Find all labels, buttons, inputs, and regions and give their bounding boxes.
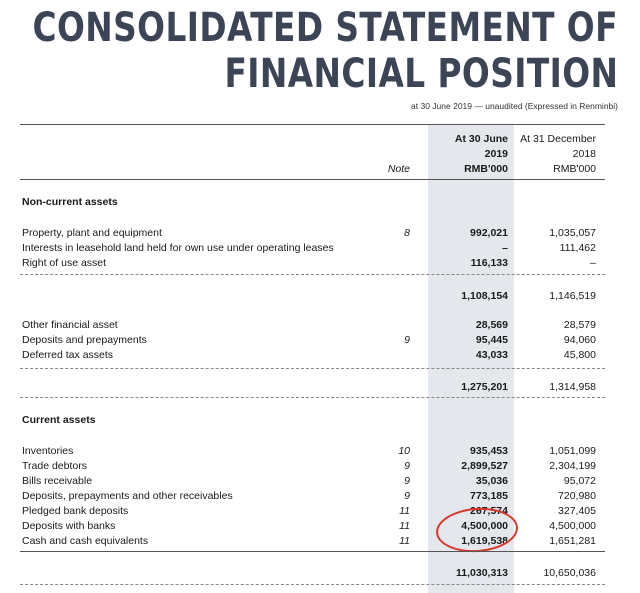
table-row — [0, 333, 640, 347]
subtotal-row — [0, 380, 640, 394]
header-col2-line3: RMB'000 — [553, 163, 596, 175]
row-value-2019: 35,036 — [475, 475, 508, 487]
total-value-2019: 11,030,313 — [456, 567, 508, 579]
row-note: 8 — [404, 227, 410, 239]
row-value-2018: – — [590, 257, 596, 269]
header-bottom-rule — [20, 179, 605, 180]
table-row — [0, 459, 640, 473]
subtotal-rule — [20, 368, 605, 369]
table-row — [0, 226, 640, 240]
total-rule — [20, 551, 605, 552]
row-label: Property, plant and equipment — [22, 227, 162, 239]
header-col2 — [505, 132, 596, 177]
row-note: 10 — [398, 445, 410, 457]
row-note: 11 — [399, 520, 410, 532]
table-row — [0, 256, 640, 270]
total-value-2018: 10,650,036 — [543, 567, 596, 579]
table-row — [0, 318, 640, 332]
row-label: Deposits, prepayments and other receivables — [22, 490, 233, 502]
subtotal-value-2019: 1,108,154 — [461, 290, 508, 302]
row-value-2019: 43,033 — [475, 349, 508, 361]
table-row — [0, 489, 640, 503]
row-value-2019: 4,500,000 — [461, 520, 508, 532]
subtotal-value-2018: 1,146,519 — [549, 290, 596, 302]
table-row — [0, 519, 640, 533]
row-label: Deposits with banks — [22, 520, 116, 532]
table-row — [0, 241, 640, 255]
row-value-2018: 1,035,057 — [549, 227, 596, 239]
row-note: 11 — [399, 505, 410, 517]
header-col1 — [420, 132, 508, 177]
row-value-2018: 720,980 — [558, 490, 596, 502]
header-col1-line3: RMB'000 — [464, 163, 508, 175]
subtotal-rule — [20, 274, 605, 275]
header-col2-line2: 2018 — [572, 148, 596, 160]
row-label: Interests in leasehold land held for own use under operating leases — [22, 242, 334, 254]
row-value-2019: – — [502, 242, 508, 254]
header-top-rule — [20, 124, 605, 125]
bottom-divider — [20, 584, 605, 585]
table-row — [0, 474, 640, 488]
section-noncurrent-assets: Non-current assets — [22, 196, 118, 208]
section-current-assets: Current assets — [22, 414, 96, 426]
subtotal-row — [0, 289, 640, 303]
subtotal-value-2018: 1,314,958 — [549, 381, 596, 393]
row-value-2018: 95,072 — [563, 475, 596, 487]
row-value-2019: 1,619,538 — [461, 535, 508, 547]
table-row — [0, 444, 640, 458]
page-subtitle: at 30 June 2019 — unaudited (Expressed in Renminbi) — [411, 101, 618, 111]
header-col1-line1: At 30 June — [454, 133, 508, 145]
table-row — [0, 348, 640, 362]
row-label: Pledged bank deposits — [22, 505, 129, 517]
row-value-2018: 28,579 — [563, 319, 596, 331]
page-title-line2: FINANCIAL POSITION — [224, 51, 618, 97]
row-value-2019: 95,445 — [475, 334, 508, 346]
subtotal-value-2019: 1,275,201 — [461, 381, 508, 393]
row-value-2019: 28,569 — [475, 319, 508, 331]
row-label: Cash and cash equivalents — [22, 535, 149, 547]
row-value-2019: 773,185 — [470, 490, 508, 502]
row-note: 9 — [404, 490, 410, 502]
total-row — [0, 566, 640, 580]
row-value-2018: 94,060 — [563, 334, 596, 346]
section-divider — [20, 397, 605, 398]
row-label: Deposits and prepayments — [22, 334, 147, 346]
row-value-2018: 1,051,099 — [549, 445, 596, 457]
row-label: Other financial asset — [22, 319, 118, 331]
page-title-line1: CONSOLIDATED STATEMENT OF — [32, 5, 618, 51]
table-row — [0, 504, 640, 518]
row-label: Deferred tax assets — [22, 349, 114, 361]
row-value-2018: 2,304,199 — [549, 460, 596, 472]
row-value-2019: 2,899,527 — [461, 460, 508, 472]
header-col1-line2: 2019 — [484, 148, 508, 160]
row-note: 11 — [399, 535, 410, 547]
row-value-2018: 45,800 — [563, 349, 596, 361]
table-row — [0, 534, 640, 548]
row-value-2019: 267,574 — [470, 505, 508, 517]
row-label: Right of use asset — [22, 257, 107, 269]
row-label: Trade debtors — [22, 460, 87, 472]
row-value-2018: 4,500,000 — [549, 520, 596, 532]
row-note: 9 — [404, 334, 410, 346]
row-value-2018: 111,462 — [559, 242, 596, 254]
header-note: Note — [387, 163, 410, 175]
header-col2-line1: At 31 December — [520, 133, 596, 145]
row-note: 9 — [404, 475, 410, 487]
row-value-2019: 935,453 — [470, 445, 508, 457]
row-value-2019: 992,021 — [470, 227, 508, 239]
row-value-2019: 116,133 — [470, 257, 508, 269]
row-value-2018: 1,651,281 — [549, 535, 596, 547]
row-label: Bills receivable — [22, 475, 93, 487]
row-label: Inventories — [22, 445, 74, 457]
row-note: 9 — [404, 460, 410, 472]
row-value-2018: 327,405 — [558, 505, 596, 517]
